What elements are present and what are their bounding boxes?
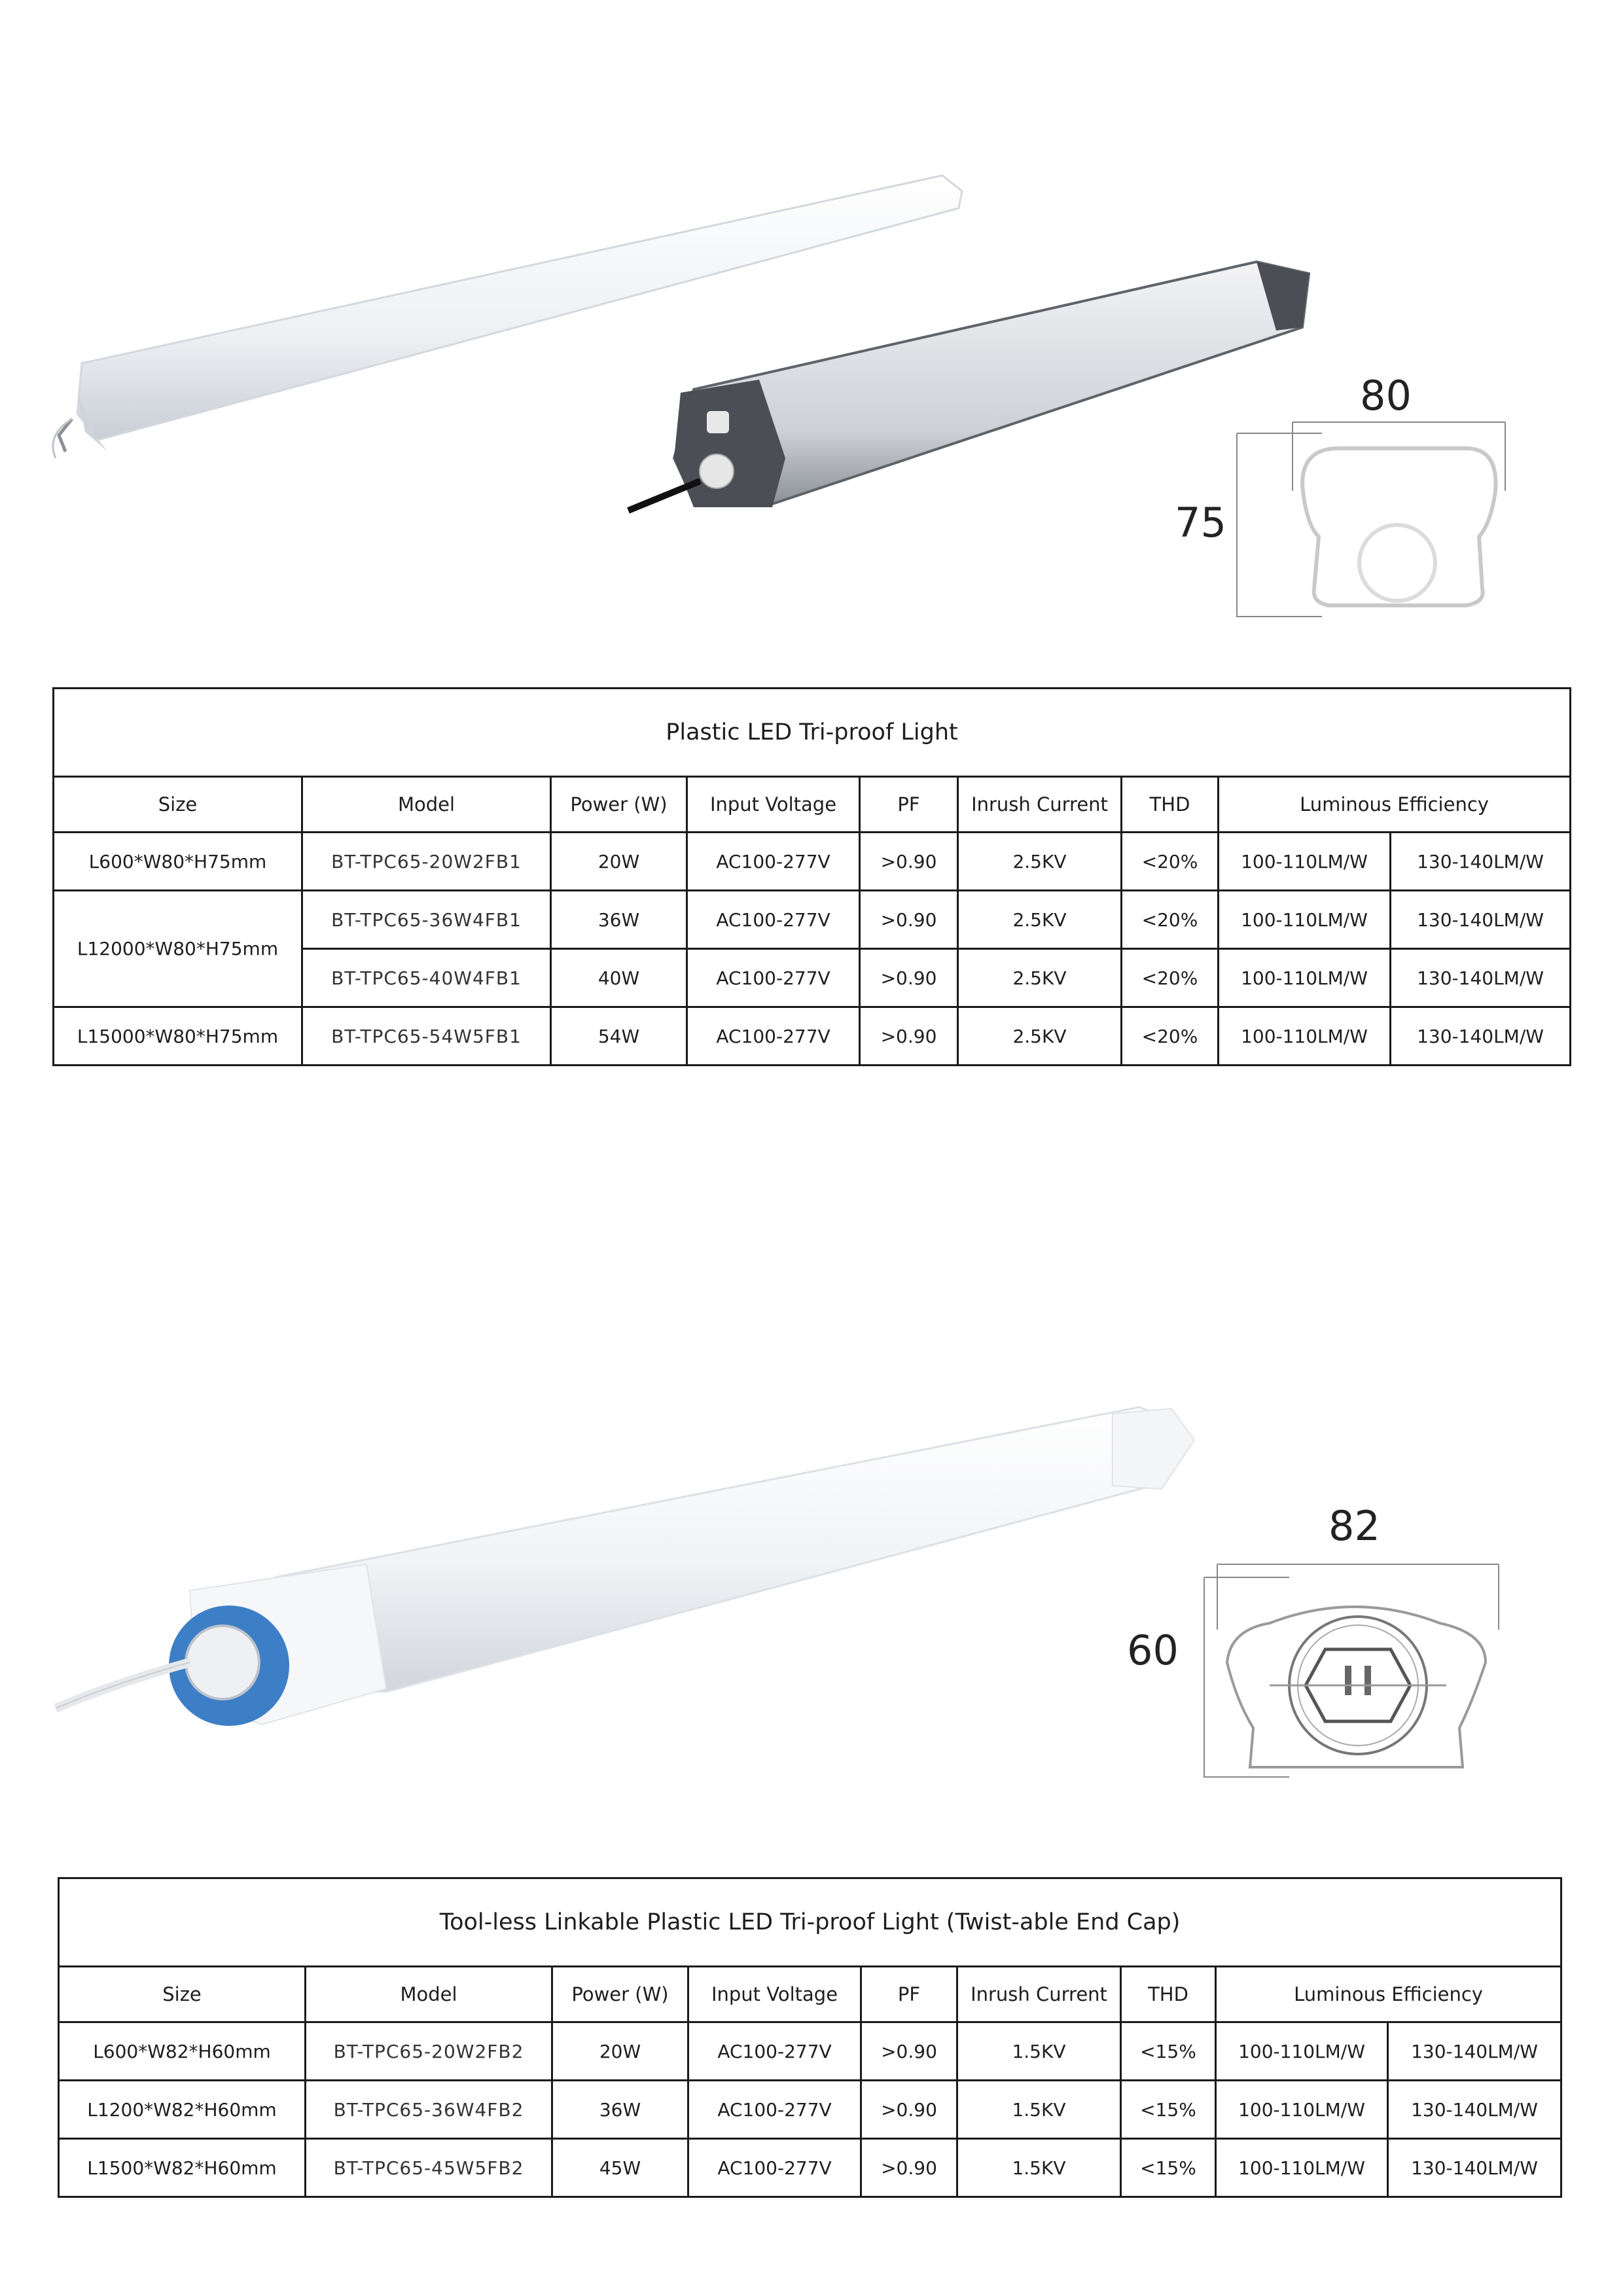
table-row	[54, 891, 1571, 949]
cell-efficiency-1: 100-110LM/W	[1216, 2081, 1388, 2139]
cell-pf: >0.90	[860, 833, 958, 891]
cell-voltage: AC100-277V	[688, 2139, 861, 2197]
spec-table-2	[58, 1877, 1562, 2198]
cell-size: L15000*W80*H75mm	[54, 1007, 302, 1066]
cross-section-diagram-1	[1230, 406, 1538, 622]
cell-pf: >0.90	[861, 2022, 957, 2081]
table-row	[54, 833, 1571, 891]
header-pf: PF	[861, 1967, 957, 2022]
table-row	[59, 2081, 1561, 2139]
cell-efficiency-2: 130-140LM/W	[1388, 2139, 1561, 2197]
cell-pf: >0.90	[860, 1007, 958, 1066]
cell-voltage: AC100-277V	[688, 2022, 861, 2081]
dimension-width-label-2: 82	[1329, 1502, 1380, 1550]
cell-model: BT-TPC65-36W4FB2	[306, 2081, 552, 2139]
header-size: Size	[59, 1967, 306, 2022]
cell-thd: <15%	[1121, 2139, 1216, 2197]
cell-inrush: 2.5KV	[958, 891, 1122, 949]
cell-inrush: 1.5KV	[957, 2139, 1121, 2197]
cell-pf: >0.90	[861, 2139, 957, 2197]
cell-power: 36W	[551, 891, 687, 949]
cell-thd: <20%	[1122, 833, 1219, 891]
cell-size: L600*W80*H75mm	[54, 833, 302, 891]
cell-voltage: AC100-277V	[687, 1007, 860, 1066]
cell-pf: >0.90	[860, 891, 958, 949]
cell-size: L1500*W82*H60mm	[59, 2139, 306, 2197]
cell-thd: <15%	[1121, 2022, 1216, 2081]
header-thd: THD	[1122, 777, 1219, 833]
cell-voltage: AC100-277V	[687, 833, 860, 891]
cell-inrush: 1.5KV	[957, 2022, 1121, 2081]
header-size: Size	[54, 777, 302, 833]
cell-efficiency-1: 100-110LM/W	[1219, 949, 1391, 1007]
cell-efficiency-2: 130-140LM/W	[1391, 833, 1571, 891]
table-title: Tool-less Linkable Plastic LED Tri-proof Light (Twist-able End Cap)	[59, 1878, 1561, 1967]
cell-efficiency-1: 100-110LM/W	[1216, 2139, 1388, 2197]
header-model: Model	[302, 777, 551, 833]
table-header-row	[59, 1967, 1561, 2022]
header-power: Power (W)	[551, 777, 687, 833]
cell-power: 54W	[551, 1007, 687, 1066]
cell-efficiency-2: 130-140LM/W	[1391, 949, 1571, 1007]
cross-section-diagram-2	[1198, 1551, 1512, 1787]
cell-thd: <20%	[1122, 949, 1219, 1007]
table-row	[54, 1007, 1571, 1066]
cell-model: BT-TPC65-45W5FB2	[306, 2139, 552, 2197]
header-model: Model	[306, 1967, 552, 2022]
header-input-voltage: Input Voltage	[687, 777, 860, 833]
cell-thd: <15%	[1121, 2081, 1216, 2139]
cell-efficiency-1: 100-110LM/W	[1219, 891, 1391, 949]
header-thd: THD	[1121, 1967, 1216, 2022]
table-header-row	[54, 777, 1571, 833]
cell-inrush: 2.5KV	[958, 1007, 1122, 1066]
cell-inrush: 2.5KV	[958, 949, 1122, 1007]
cell-voltage: AC100-277V	[687, 949, 860, 1007]
cell-size: L600*W82*H60mm	[59, 2022, 306, 2081]
cell-efficiency-1: 100-110LM/W	[1219, 833, 1391, 891]
cell-model: BT-TPC65-40W4FB1	[302, 949, 551, 1007]
cell-power: 20W	[551, 833, 687, 891]
header-pf: PF	[860, 777, 958, 833]
cell-size: L12000*W80*H75mm	[54, 891, 302, 1007]
cell-inrush: 1.5KV	[957, 2081, 1121, 2139]
cell-power: 40W	[551, 949, 687, 1007]
cell-size: L1200*W82*H60mm	[59, 2081, 306, 2139]
table-title: Plastic LED Tri-proof Light	[54, 689, 1571, 777]
cell-power: 20W	[552, 2022, 688, 2081]
cell-thd: <20%	[1122, 891, 1219, 949]
cell-power: 36W	[552, 2081, 688, 2139]
cell-model: BT-TPC65-36W4FB1	[302, 891, 551, 949]
cell-power: 45W	[552, 2139, 688, 2197]
dimension-height-label-2: 60	[1127, 1626, 1179, 1674]
cell-efficiency-1: 100-110LM/W	[1219, 1007, 1391, 1066]
cell-efficiency-2: 130-140LM/W	[1391, 1007, 1571, 1066]
cell-efficiency-2: 130-140LM/W	[1391, 891, 1571, 949]
cell-model: BT-TPC65-20W2FB1	[302, 833, 551, 891]
header-power: Power (W)	[552, 1967, 688, 2022]
cell-voltage: AC100-277V	[687, 891, 860, 949]
header-luminous-efficiency: Luminous Efficiency	[1219, 777, 1571, 833]
table-row	[59, 2139, 1561, 2197]
header-inrush-current: Inrush Current	[957, 1967, 1121, 2022]
header-luminous-efficiency: Luminous Efficiency	[1216, 1967, 1561, 2022]
cell-pf: >0.90	[861, 2081, 957, 2139]
dimension-width-label-1: 80	[1360, 372, 1412, 420]
cell-inrush: 2.5KV	[958, 833, 1122, 891]
cell-efficiency-2: 130-140LM/W	[1388, 2022, 1561, 2081]
cell-efficiency-2: 130-140LM/W	[1388, 2081, 1561, 2139]
spec-table-1	[52, 687, 1571, 1066]
cell-efficiency-1: 100-110LM/W	[1216, 2022, 1388, 2081]
cell-model: BT-TPC65-20W2FB2	[306, 2022, 552, 2081]
cell-thd: <20%	[1122, 1007, 1219, 1066]
cell-model: BT-TPC65-54W5FB1	[302, 1007, 551, 1066]
cell-pf: >0.90	[860, 949, 958, 1007]
linkable-tri-proof-light-photo	[0, 1374, 1243, 1741]
header-input-voltage: Input Voltage	[688, 1967, 861, 2022]
dimension-height-label-1: 75	[1175, 499, 1226, 547]
header-inrush-current: Inrush Current	[958, 777, 1122, 833]
cell-voltage: AC100-277V	[688, 2081, 861, 2139]
table-row	[59, 2022, 1561, 2081]
